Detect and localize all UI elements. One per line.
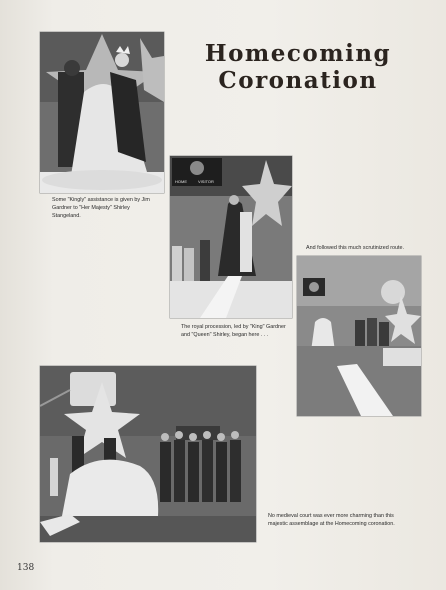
caption-crowning: Some "Kingly" assistance is given by Jim Gardner to "Her Majesty" Shirley Stangeland. bbox=[52, 197, 150, 219]
caption-procession-start: The royal procession, led by "King" Gardner and "Queen" Shirley, began here . . . bbox=[181, 324, 286, 338]
title-line-2: Coronation bbox=[218, 67, 378, 94]
caption-route: And followed this much scrutinized route. bbox=[306, 245, 404, 251]
scoreboard-visitor: VISITOR bbox=[198, 179, 214, 184]
photo-procession-route bbox=[297, 256, 421, 416]
scoreboard-home: HOME bbox=[175, 179, 187, 184]
photo-crowning bbox=[40, 32, 164, 193]
caption-royal-court: No medieval court was ever more charming than this majestic assemblage at the Homecoming coronation. bbox=[268, 513, 395, 527]
title-line-1: Homecoming bbox=[204, 40, 392, 67]
photo-royal-court bbox=[40, 366, 256, 542]
page-title bbox=[178, 40, 418, 94]
page-number: 138 bbox=[17, 563, 35, 573]
photo-procession-start bbox=[170, 156, 292, 318]
